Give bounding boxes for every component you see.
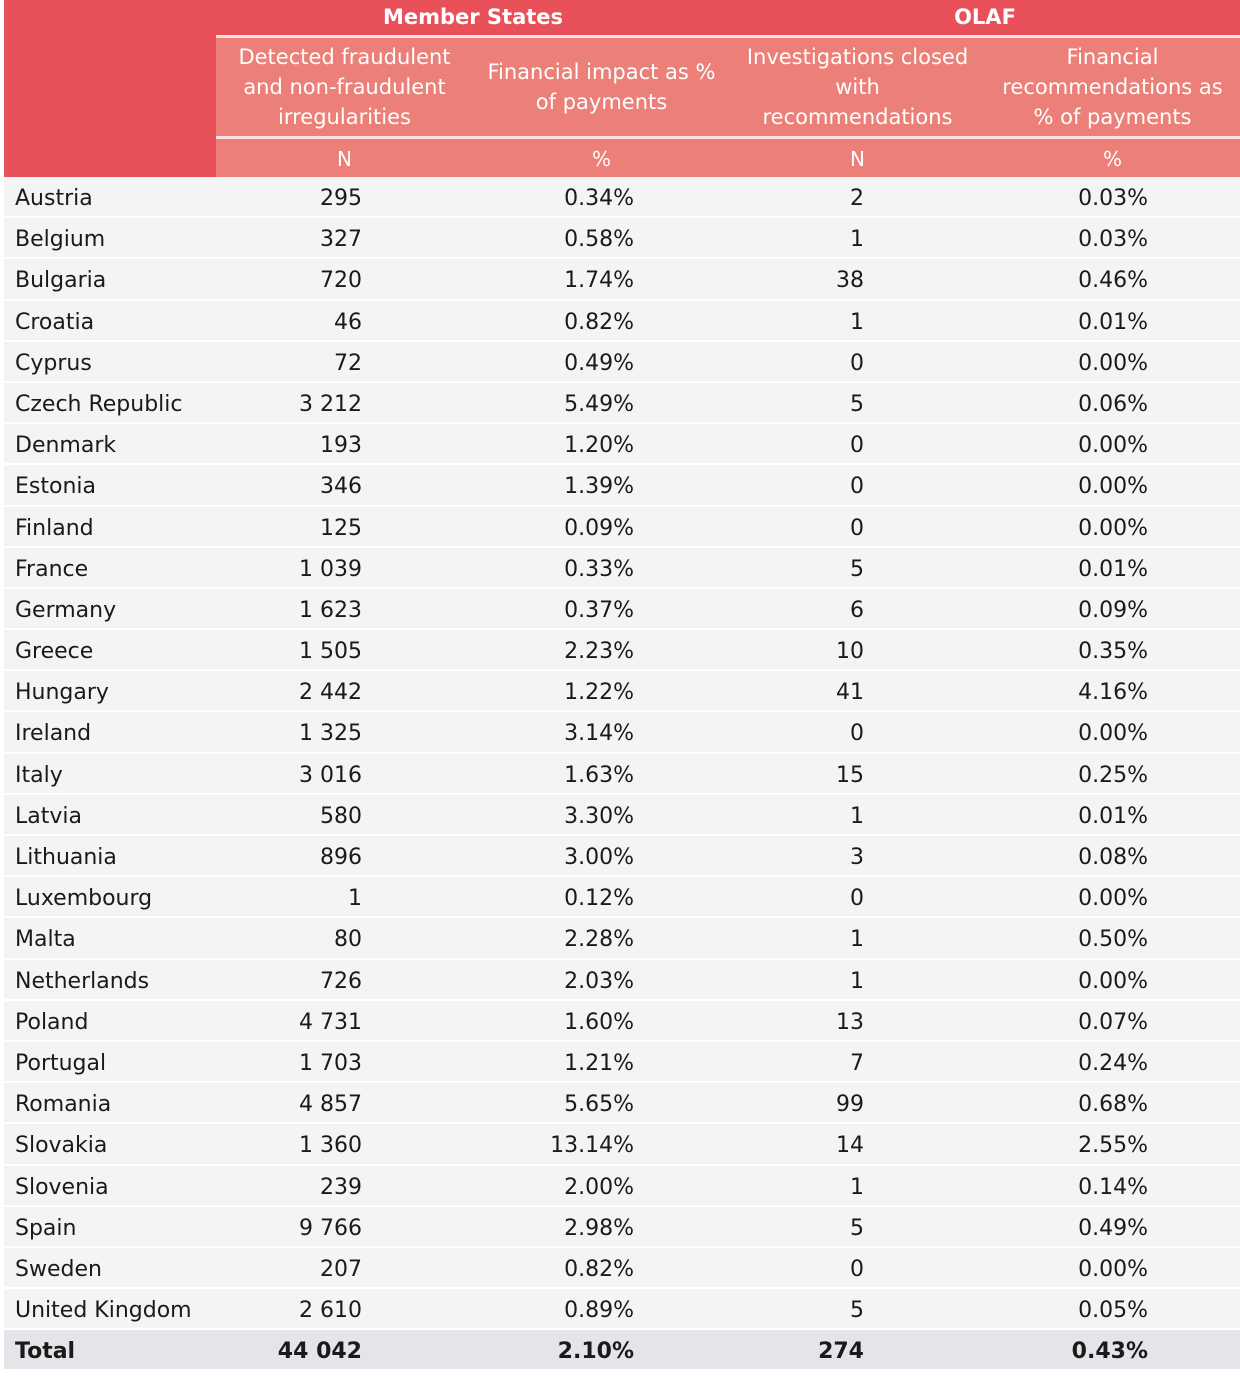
country-cell: Denmark <box>15 433 117 459</box>
table-row <box>4 177 1240 218</box>
country-cell: Italy <box>15 762 63 788</box>
impact-percent-cell: 0.33% <box>564 556 634 582</box>
country-cell: Malta <box>15 927 76 953</box>
unit-label-percent: % <box>473 139 730 177</box>
investigations-cell: 7 <box>850 1050 864 1076</box>
country-cell: Slovenia <box>15 1174 109 1200</box>
detected-count-cell: 1 325 <box>299 721 362 747</box>
table-row <box>4 1124 1240 1165</box>
country-cell: Hungary <box>15 680 109 706</box>
table-row <box>4 754 1240 795</box>
country-cell: Sweden <box>15 1256 102 1282</box>
detected-count-cell: 1 039 <box>299 556 362 582</box>
detected-count-cell: 80 <box>334 927 362 953</box>
impact-percent-cell: 2.98% <box>564 1215 634 1241</box>
investigations-cell: 99 <box>836 1092 864 1118</box>
recommendations-percent-cell: 0.25% <box>1078 762 1148 788</box>
investigations-cell: 41 <box>836 680 864 706</box>
impact-percent-cell: 2.10% <box>557 1339 634 1365</box>
country-cell: Bulgaria <box>15 268 107 294</box>
impact-percent-cell: 1.60% <box>564 1009 634 1035</box>
country-cell: United Kingdom <box>15 1298 192 1324</box>
impact-percent-cell: 1.22% <box>564 680 634 706</box>
impact-percent-cell: 1.21% <box>564 1050 634 1076</box>
recommendations-percent-cell: 0.00% <box>1078 721 1148 747</box>
column-header-financial-impact: Financial impact as % of payments <box>473 38 730 136</box>
impact-percent-cell: 0.82% <box>564 309 634 335</box>
impact-percent-cell: 0.82% <box>564 1256 634 1282</box>
table-row <box>4 671 1240 712</box>
table-row <box>4 1166 1240 1207</box>
country-cell: France <box>15 556 89 582</box>
investigations-cell: 5 <box>850 1215 864 1241</box>
country-cell: Latvia <box>15 803 82 829</box>
country-cell: Cyprus <box>15 350 92 376</box>
detected-count-cell: 896 <box>320 845 362 870</box>
recommendations-percent-cell: 0.00% <box>1078 474 1148 500</box>
country-cell: Poland <box>15 1009 89 1035</box>
table-row <box>4 1001 1240 1042</box>
investigations-cell: 5 <box>850 556 864 582</box>
investigations-cell: 5 <box>850 391 864 417</box>
investigations-cell: 0 <box>850 886 864 912</box>
table-corner <box>4 0 216 177</box>
table-row <box>4 1083 1240 1124</box>
country-cell: Total <box>15 1339 76 1365</box>
table-row <box>4 383 1240 424</box>
investigations-cell: 13 <box>836 1009 864 1035</box>
investigations-cell: 0 <box>850 474 864 500</box>
country-cell: Netherlands <box>15 968 150 994</box>
recommendations-percent-cell: 0.00% <box>1078 350 1148 376</box>
detected-count-cell: 1 360 <box>299 1133 362 1159</box>
detected-count-cell: 44 042 <box>277 1339 362 1365</box>
recommendations-percent-cell: 0.46% <box>1078 268 1148 294</box>
recommendations-percent-cell: 0.35% <box>1078 639 1148 665</box>
table-row <box>4 918 1240 959</box>
country-cell: Luxembourg <box>15 886 153 912</box>
impact-percent-cell: 0.49% <box>564 350 634 376</box>
detected-count-cell: 2 610 <box>299 1298 362 1324</box>
investigations-cell: 0 <box>850 350 864 376</box>
impact-percent-cell: 3.14% <box>564 721 634 747</box>
impact-percent-cell: 5.65% <box>564 1092 634 1118</box>
investigations-cell: 0 <box>850 515 864 541</box>
recommendations-percent-cell: 0.00% <box>1078 886 1148 912</box>
country-cell: Austria <box>15 186 93 211</box>
recommendations-percent-cell: 0.68% <box>1078 1092 1148 1118</box>
detected-count-cell: 2 442 <box>299 680 362 706</box>
impact-percent-cell: 13.14% <box>550 1133 634 1159</box>
investigations-cell: 0 <box>850 721 864 747</box>
country-cell: Greece <box>15 639 94 665</box>
recommendations-percent-cell: 0.03% <box>1078 186 1148 211</box>
impact-percent-cell: 5.49% <box>564 391 634 417</box>
column-header-investigations-closed: Investigations closed with recommendations <box>730 38 985 136</box>
recommendations-percent-cell: 0.05% <box>1078 1298 1148 1324</box>
table-row <box>4 836 1240 877</box>
detected-count-cell: 1 703 <box>299 1050 362 1076</box>
country-cell: Ireland <box>15 721 92 747</box>
impact-percent-cell: 2.28% <box>564 927 634 953</box>
recommendations-percent-cell: 4.16% <box>1078 680 1148 706</box>
detected-count-cell: 239 <box>320 1174 362 1200</box>
table-row <box>4 301 1240 342</box>
recommendations-percent-cell: 0.14% <box>1078 1174 1148 1200</box>
country-cell: Slovakia <box>15 1133 108 1159</box>
impact-percent-cell: 0.89% <box>564 1298 634 1324</box>
country-cell: Estonia <box>15 474 96 500</box>
country-cell: Romania <box>15 1092 112 1118</box>
country-cell: Portugal <box>15 1050 107 1076</box>
detected-count-cell: 72 <box>334 350 362 376</box>
table-row <box>4 630 1240 671</box>
column-header-detected-irregularities: Detected fraudulent and non-fraudulent irregularities <box>216 38 473 136</box>
impact-percent-cell: 3.30% <box>564 803 634 829</box>
detected-count-cell: 4 857 <box>299 1092 362 1118</box>
recommendations-percent-cell: 0.00% <box>1078 515 1148 541</box>
table-row <box>4 1248 1240 1289</box>
detected-count-cell: 9 766 <box>299 1215 362 1241</box>
investigations-cell: 2 <box>850 186 864 211</box>
table-row <box>4 1207 1240 1248</box>
country-cell: Germany <box>15 597 117 623</box>
total-row <box>4 1330 1240 1371</box>
country-cell: Czech Republic <box>15 391 183 417</box>
recommendations-percent-cell: 0.24% <box>1078 1050 1148 1076</box>
table-row <box>4 1042 1240 1083</box>
table-row <box>4 259 1240 300</box>
impact-percent-cell: 1.63% <box>564 762 634 788</box>
investigations-cell: 1 <box>850 309 864 335</box>
group-header-member-states: Member States <box>216 0 730 35</box>
table-row <box>4 712 1240 753</box>
investigations-cell: 10 <box>836 639 864 665</box>
detected-count-cell: 207 <box>320 1256 362 1282</box>
investigations-cell: 274 <box>818 1339 864 1365</box>
table-row <box>4 507 1240 548</box>
recommendations-percent-cell: 0.00% <box>1078 433 1148 459</box>
detected-count-cell: 4 731 <box>299 1009 362 1035</box>
investigations-cell: 1 <box>850 803 864 829</box>
investigations-cell: 1 <box>850 927 864 953</box>
country-cell: Croatia <box>15 309 95 335</box>
unit-label-n: N <box>730 139 985 177</box>
recommendations-percent-cell: 0.08% <box>1078 845 1148 870</box>
impact-percent-cell: 2.03% <box>564 968 634 994</box>
country-cell: Lithuania <box>15 845 117 870</box>
recommendations-percent-cell: 0.49% <box>1078 1215 1148 1241</box>
investigations-cell: 5 <box>850 1298 864 1324</box>
detected-count-cell: 193 <box>320 433 362 459</box>
recommendations-percent-cell: 0.00% <box>1078 1256 1148 1282</box>
table-body <box>4 177 1240 1371</box>
unit-label-n: N <box>216 139 473 177</box>
table-row <box>4 218 1240 259</box>
table-row <box>4 342 1240 383</box>
country-cell: Belgium <box>15 227 106 253</box>
table-row <box>4 1289 1240 1330</box>
investigations-cell: 6 <box>850 597 864 623</box>
impact-percent-cell: 0.09% <box>564 515 634 541</box>
recommendations-percent-cell: 2.55% <box>1078 1133 1148 1159</box>
detected-count-cell: 3 212 <box>299 391 362 417</box>
column-header-financial-recommendations: Financial recommendations as % of payments <box>985 38 1240 136</box>
table-row <box>4 960 1240 1001</box>
impact-percent-cell: 0.37% <box>564 597 634 623</box>
detected-count-cell: 1 623 <box>299 597 362 623</box>
investigations-cell: 1 <box>850 227 864 253</box>
detected-count-cell: 295 <box>320 186 362 211</box>
recommendations-percent-cell: 0.00% <box>1078 968 1148 994</box>
detected-count-cell: 1 <box>348 886 362 912</box>
detected-count-cell: 46 <box>334 309 362 335</box>
impact-percent-cell: 0.58% <box>564 227 634 253</box>
detected-count-cell: 346 <box>320 474 362 500</box>
table-row <box>4 795 1240 836</box>
detected-count-cell: 720 <box>320 268 362 294</box>
investigations-cell: 15 <box>836 762 864 788</box>
investigations-cell: 0 <box>850 433 864 459</box>
investigations-cell: 3 <box>850 845 864 870</box>
table-row <box>4 424 1240 465</box>
impact-percent-cell: 2.00% <box>564 1174 634 1200</box>
detected-count-cell: 3 016 <box>299 762 362 788</box>
detected-count-cell: 580 <box>320 803 362 829</box>
table-row <box>4 465 1240 506</box>
recommendations-percent-cell: 0.01% <box>1078 309 1148 335</box>
impact-percent-cell: 0.12% <box>564 886 634 912</box>
recommendations-percent-cell: 0.06% <box>1078 391 1148 417</box>
investigations-cell: 14 <box>836 1133 864 1159</box>
table-row <box>4 877 1240 918</box>
detected-count-cell: 726 <box>320 968 362 994</box>
detected-count-cell: 1 505 <box>299 639 362 665</box>
recommendations-percent-cell: 0.50% <box>1078 927 1148 953</box>
impact-percent-cell: 0.34% <box>564 186 634 211</box>
unit-label-percent: % <box>985 139 1240 177</box>
detected-count-cell: 327 <box>320 227 362 253</box>
impact-percent-cell: 1.74% <box>564 268 634 294</box>
recommendations-percent-cell: 0.01% <box>1078 803 1148 829</box>
table-row <box>4 589 1240 630</box>
group-header-olaf: OLAF <box>730 0 1240 35</box>
impact-percent-cell: 3.00% <box>564 845 634 870</box>
table-row <box>4 548 1240 589</box>
country-cell: Finland <box>15 515 94 541</box>
recommendations-percent-cell: 0.09% <box>1078 597 1148 623</box>
recommendations-percent-cell: 0.03% <box>1078 227 1148 253</box>
investigations-cell: 38 <box>836 268 864 294</box>
impact-percent-cell: 2.23% <box>564 639 634 665</box>
recommendations-percent-cell: 0.43% <box>1071 1339 1148 1365</box>
investigations-cell: 1 <box>850 1174 864 1200</box>
recommendations-percent-cell: 0.07% <box>1078 1009 1148 1035</box>
detected-count-cell: 125 <box>320 515 362 541</box>
country-cell: Spain <box>15 1215 77 1241</box>
impact-percent-cell: 1.39% <box>564 474 634 500</box>
investigations-cell: 0 <box>850 1256 864 1282</box>
recommendations-percent-cell: 0.01% <box>1078 556 1148 582</box>
investigations-cell: 1 <box>850 968 864 994</box>
impact-percent-cell: 1.20% <box>564 433 634 459</box>
